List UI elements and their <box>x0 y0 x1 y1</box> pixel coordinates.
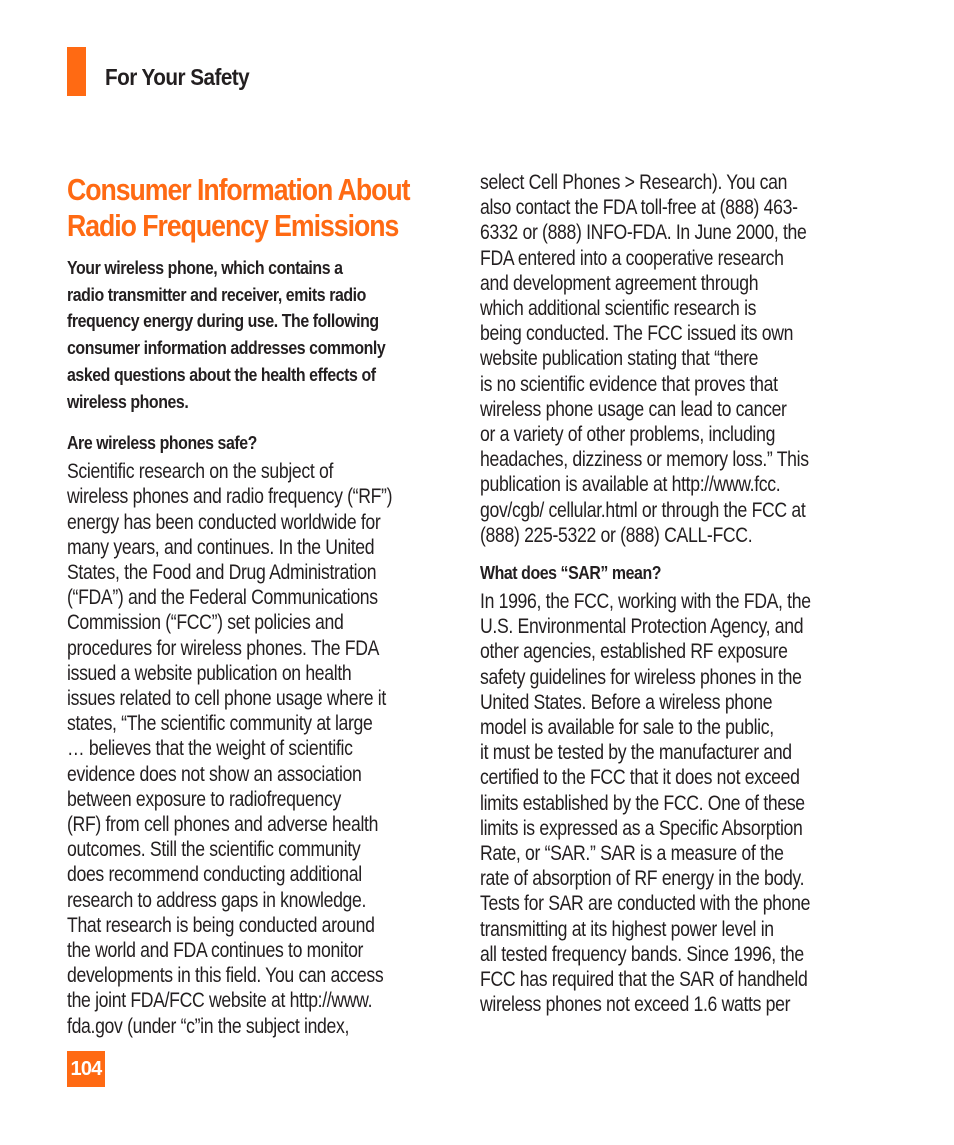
question-heading-sar: What does “SAR” mean? <box>480 562 662 584</box>
question-heading-safety: Are wireless phones safe? <box>67 432 257 454</box>
answer-safety-part2: select Cell Phones > Research). You can also contact the FDA toll-free at (888) 463- 6332 or (888) INFO-FDA. In June 2000, the FDA entered into a cooperative research and development agreement through which additional scientific research is being conducted. The FCC issued its own website publication stating that “there is no scientific evidence that proves that wireless phone usage can lead to cancer or a variety of other problems, including headaches, dizziness or memory loss.” This publication is available at http://www.fcc. gov/cgb/ cellular.html or through the FCC at (888) 225-5322 or (888) CALL-FCC. <box>480 171 809 547</box>
section-title: For Your Safety <box>105 64 250 90</box>
article-intro: Your wireless phone, which contains a radio transmitter and receiver, emits radio frequency energy during use. The following consumer information addresses commonly asked questions about the health effects of wireless phones. <box>67 257 386 412</box>
answer-sar: In 1996, the FCC, working with the FDA, the U.S. Environmental Protection Agency, and other agencies, established RF exposure safety guidelines for wireless phones in the United States. Before a wireless phone model is available for sale to the public, it must be tested by the manufacturer and certified to the FCC that it does not exceed limits established by the FCC. One of these limits is expressed as a Specific Absorption Rate, or “SAR.” SAR is a measure of the rate of absorption of RF energy in the body. Tests for SAR are conducted with the phone transmitting at its highest power level in all tested frequency bands. Since 1996, the FCC has required that the SAR of handheld wireless phones not exceed 1.6 watts per <box>480 590 811 1017</box>
page-number: 104 <box>67 1051 105 1087</box>
answer-safety-part1: Scientific research on the subject of wireless phones and radio frequency (“RF”) energy has been conducted worldwide for many years, and continues. In the United States, the Food and Drug Administration (“FDA”) and the Federal Communications Commission (“FCC”) set policies and procedures for wireless phones. The FDA issued a website publication on health issues related to cell phone usage where it states, “The scientific community at large … believes that the weight of scientific evidence does not show an association between exposure to radiofrequency (RF) from cell phones and adverse health outcomes. Still the scientific community does recommend conducting additional research to address gaps in knowledge. That research is being conducted around the world and FDA continues to monitor developments in this field. You can access the joint FDA/FCC website at http://www. fda.gov (under “c”in the subject index, <box>67 460 393 1038</box>
paragraph-gap <box>480 548 860 560</box>
article-title: Consumer Information About Radio Frequency Emissions <box>67 172 410 243</box>
right-column <box>480 170 860 1018</box>
section-accent-bar <box>67 47 86 96</box>
left-column <box>67 172 439 1039</box>
